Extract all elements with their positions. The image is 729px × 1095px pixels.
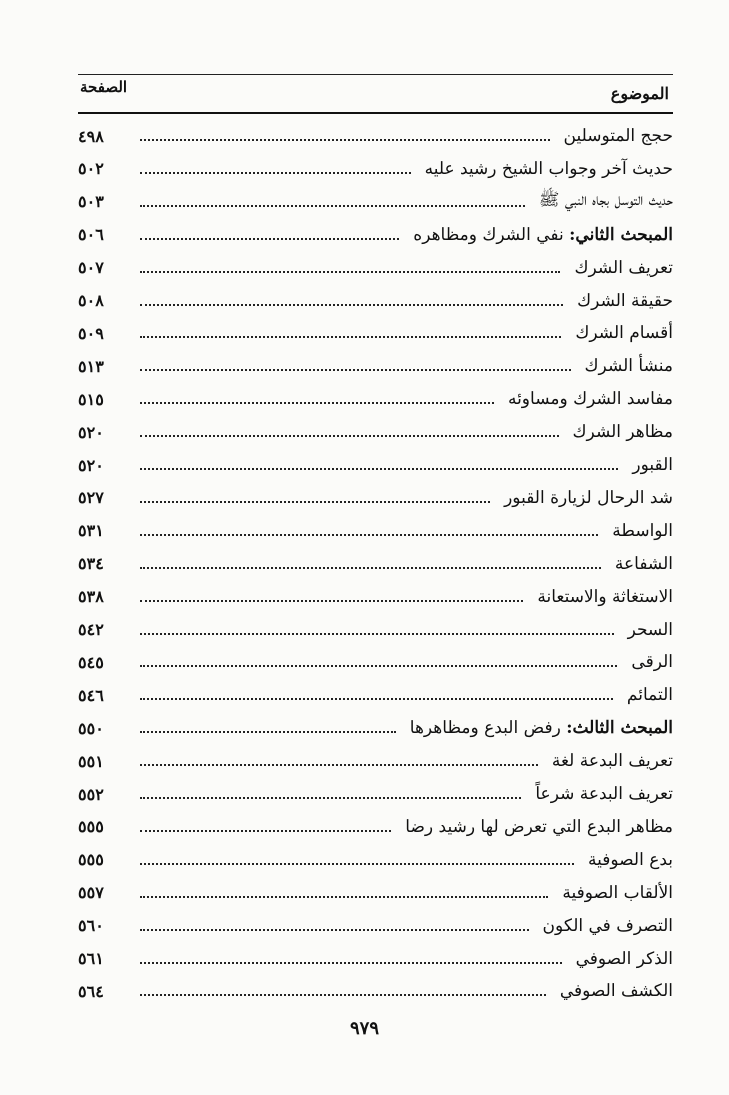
toc-entry-text: الواسطة xyxy=(612,520,673,541)
toc-entry-page: ٥٢٠ xyxy=(78,455,104,475)
toc-entry-title xyxy=(529,784,673,804)
toc-entry xyxy=(78,712,673,744)
toc-entry xyxy=(78,186,673,218)
dot-leader xyxy=(140,402,494,404)
toc-entry xyxy=(78,219,673,251)
dot-leader xyxy=(140,172,411,174)
dot-leader xyxy=(140,468,618,470)
toc-entry xyxy=(78,877,673,909)
dot-leader xyxy=(140,863,574,865)
dot-leader xyxy=(140,665,617,667)
toc-entry-text: مفاسد الشرك ومساوئه xyxy=(507,389,673,410)
toc-entry-title xyxy=(419,159,673,179)
dot-leader xyxy=(140,929,529,931)
toc-entry xyxy=(78,482,673,514)
toc-entry xyxy=(78,252,673,284)
toc-entry xyxy=(78,943,673,975)
toc-entry-page: ٥٥٢ xyxy=(78,784,104,804)
toc-entry-page: ٥٦١ xyxy=(78,949,104,968)
section-heading-label: المبحث الثالث: xyxy=(566,718,673,739)
dot-leader xyxy=(140,797,521,799)
toc-entry-page: ٥٠٩ xyxy=(78,323,104,343)
toc-entry-page: ٥٥٠ xyxy=(78,718,104,738)
toc-entry-text: الألقاب الصوفية xyxy=(562,882,673,903)
toc-entry-title xyxy=(609,554,673,574)
toc-entry-title xyxy=(399,817,673,837)
toc-entry-text: حجج المتوسلين xyxy=(563,126,673,146)
toc-entry xyxy=(78,285,673,317)
dot-leader xyxy=(140,369,571,371)
dot-leader xyxy=(140,830,391,832)
toc-entry-title xyxy=(621,685,673,705)
toc-entry-page: ٥١٥ xyxy=(78,389,104,409)
dot-leader xyxy=(140,271,560,273)
toc-entry xyxy=(78,646,673,678)
toc-entry-page: ٥٠٧ xyxy=(78,258,104,278)
dot-leader xyxy=(140,994,546,996)
toc-entry-page: ٥٣١ xyxy=(78,521,104,541)
toc-entry-page: ٥٢٧ xyxy=(78,488,104,508)
toc-entry xyxy=(78,548,673,580)
toc-entry-text: الرقى xyxy=(631,652,673,673)
toc-entry xyxy=(78,745,673,777)
toc-entry-page: ٥٥١ xyxy=(78,751,104,771)
dot-leader xyxy=(140,139,550,141)
toc-entry-page: ٥٤٦ xyxy=(78,685,104,705)
toc-entry-text: شد الرحال لزيارة القبور xyxy=(504,487,673,508)
toc-entry-text: الاستغاثة والاستعانة xyxy=(537,586,673,607)
toc-entry-text: السحر xyxy=(627,619,673,640)
toc-entry-text: حديث التوسل بجاه النبي ﷺ xyxy=(538,190,673,211)
toc-entry-title xyxy=(498,488,673,508)
toc-entry-text: مظاهر البدع التي تعرض لها رشيد رضا xyxy=(405,816,673,837)
toc-entry xyxy=(78,120,673,152)
toc-entry-title xyxy=(537,916,673,936)
toc-entry-title xyxy=(582,850,673,870)
dot-leader xyxy=(140,764,538,766)
toc-entry-title xyxy=(625,652,673,672)
section-heading-label: المبحث الثاني: xyxy=(569,224,673,245)
dot-leader xyxy=(140,238,399,240)
toc-entry xyxy=(78,383,673,415)
dot-leader xyxy=(140,567,601,569)
dot-leader xyxy=(140,633,614,635)
page-number: ٩٧٩ xyxy=(349,1018,379,1039)
dot-leader xyxy=(140,205,525,207)
toc-entry-page: ٥٠٨ xyxy=(78,291,104,310)
toc-entry xyxy=(78,910,673,942)
toc-entry-title xyxy=(568,258,673,278)
dot-leader xyxy=(140,962,562,964)
toc-entry-page: ٥٢٠ xyxy=(78,422,104,442)
toc-entry xyxy=(78,778,673,810)
toc-entry xyxy=(78,811,673,843)
toc-entry-title xyxy=(531,587,673,607)
toc-entry-page: ٥٦٤ xyxy=(78,981,104,1001)
toc-header xyxy=(78,74,673,114)
toc-entry xyxy=(78,581,673,613)
toc-entry-page: ٥٤٥ xyxy=(78,652,104,672)
toc-entry-text: حقيقة الشرك xyxy=(577,290,673,311)
toc-entry xyxy=(78,679,673,711)
toc-entry-title xyxy=(502,389,673,409)
header-top-rule xyxy=(78,74,673,75)
toc-entry-page: ٥٥٥ xyxy=(78,817,104,837)
toc-entry-title xyxy=(404,718,673,738)
dot-leader xyxy=(140,534,598,536)
toc-entry-text: الكشف الصوفي xyxy=(559,981,673,1002)
toc-entry-title xyxy=(571,291,673,311)
toc-entry-text: الذكر الصوفي xyxy=(575,948,673,969)
toc-entry-text: تعريف البدعة شرعاً xyxy=(535,784,673,804)
toc-entry-text: بدع الصوفية xyxy=(588,849,673,870)
toc-entry xyxy=(78,614,673,646)
dot-leader xyxy=(140,731,396,733)
toc-entry xyxy=(78,515,673,547)
toc-entry-text: رفض البدع ومظاهرها xyxy=(409,718,567,739)
toc-entry-title xyxy=(570,949,673,969)
toc-entry-text: حديث آخر وجواب الشيخ رشيد عليه xyxy=(424,158,673,179)
toc-entry-title xyxy=(558,126,673,146)
toc-entry-text: التمائم xyxy=(626,685,673,706)
toc-entry-title xyxy=(579,356,673,376)
toc-entry-text: تعريف البدعة لغة xyxy=(551,751,673,772)
toc-entry-title xyxy=(556,883,673,903)
dot-leader xyxy=(140,435,559,437)
toc-entry-text: مظاهر الشرك xyxy=(572,422,673,443)
toc-entry-title xyxy=(622,620,673,640)
toc-entry-title xyxy=(626,455,673,475)
toc-entry xyxy=(78,317,673,349)
dot-leader xyxy=(140,501,490,503)
toc-entry-page: ٥١٣ xyxy=(78,356,104,376)
toc-entry-title xyxy=(554,981,673,1001)
toc-entry-page: ٥٦٠ xyxy=(78,916,104,936)
toc-entry-text: نفي الشرك ومظاهره xyxy=(413,224,570,245)
toc-entry-text: منشأ الشرك xyxy=(584,356,673,377)
topic-column-label: الموضوع xyxy=(610,84,669,103)
toc-entry-title xyxy=(546,751,673,771)
toc-entry xyxy=(78,844,673,876)
toc-entry-page: ٥٥٥ xyxy=(78,850,104,870)
toc-entry-title xyxy=(407,225,673,245)
toc-entry-text: الشفاعة xyxy=(614,553,673,574)
toc-entry-page: ٥٤٢ xyxy=(78,620,104,639)
toc-entry-text: التصرف في الكون xyxy=(542,915,673,936)
toc-entry-page: ٥٥٧ xyxy=(78,883,104,903)
toc-entry-text: أقسام الشرك xyxy=(575,323,673,344)
dot-leader xyxy=(140,600,523,602)
toc-entry-title xyxy=(606,521,673,541)
toc-entry xyxy=(78,416,673,448)
toc-entry-page: ٥٣٨ xyxy=(78,587,104,607)
toc-entry-page: ٤٩٨ xyxy=(78,126,104,146)
toc-entry xyxy=(78,449,673,481)
toc-entry-title xyxy=(533,189,673,214)
toc-entry-text: القبور xyxy=(632,455,673,475)
dot-leader xyxy=(140,336,561,338)
toc-entry-page: ٥٠٦ xyxy=(78,225,104,245)
toc-entry-page: ٥٠٢ xyxy=(78,159,104,179)
page-column-label: الصفحة xyxy=(80,78,128,96)
dot-leader xyxy=(140,896,548,898)
toc-entry-page: ٥٣٤ xyxy=(78,554,104,574)
toc-entry-title xyxy=(567,422,673,442)
toc-entry xyxy=(78,153,673,185)
dot-leader xyxy=(140,698,613,700)
toc-entry xyxy=(78,975,673,1007)
toc-entry xyxy=(78,350,673,382)
toc-entry-page: ٥٠٣ xyxy=(78,192,104,212)
toc-entry-text: تعريف الشرك xyxy=(574,257,673,278)
toc-entry-title xyxy=(569,323,673,343)
dot-leader xyxy=(140,304,563,306)
